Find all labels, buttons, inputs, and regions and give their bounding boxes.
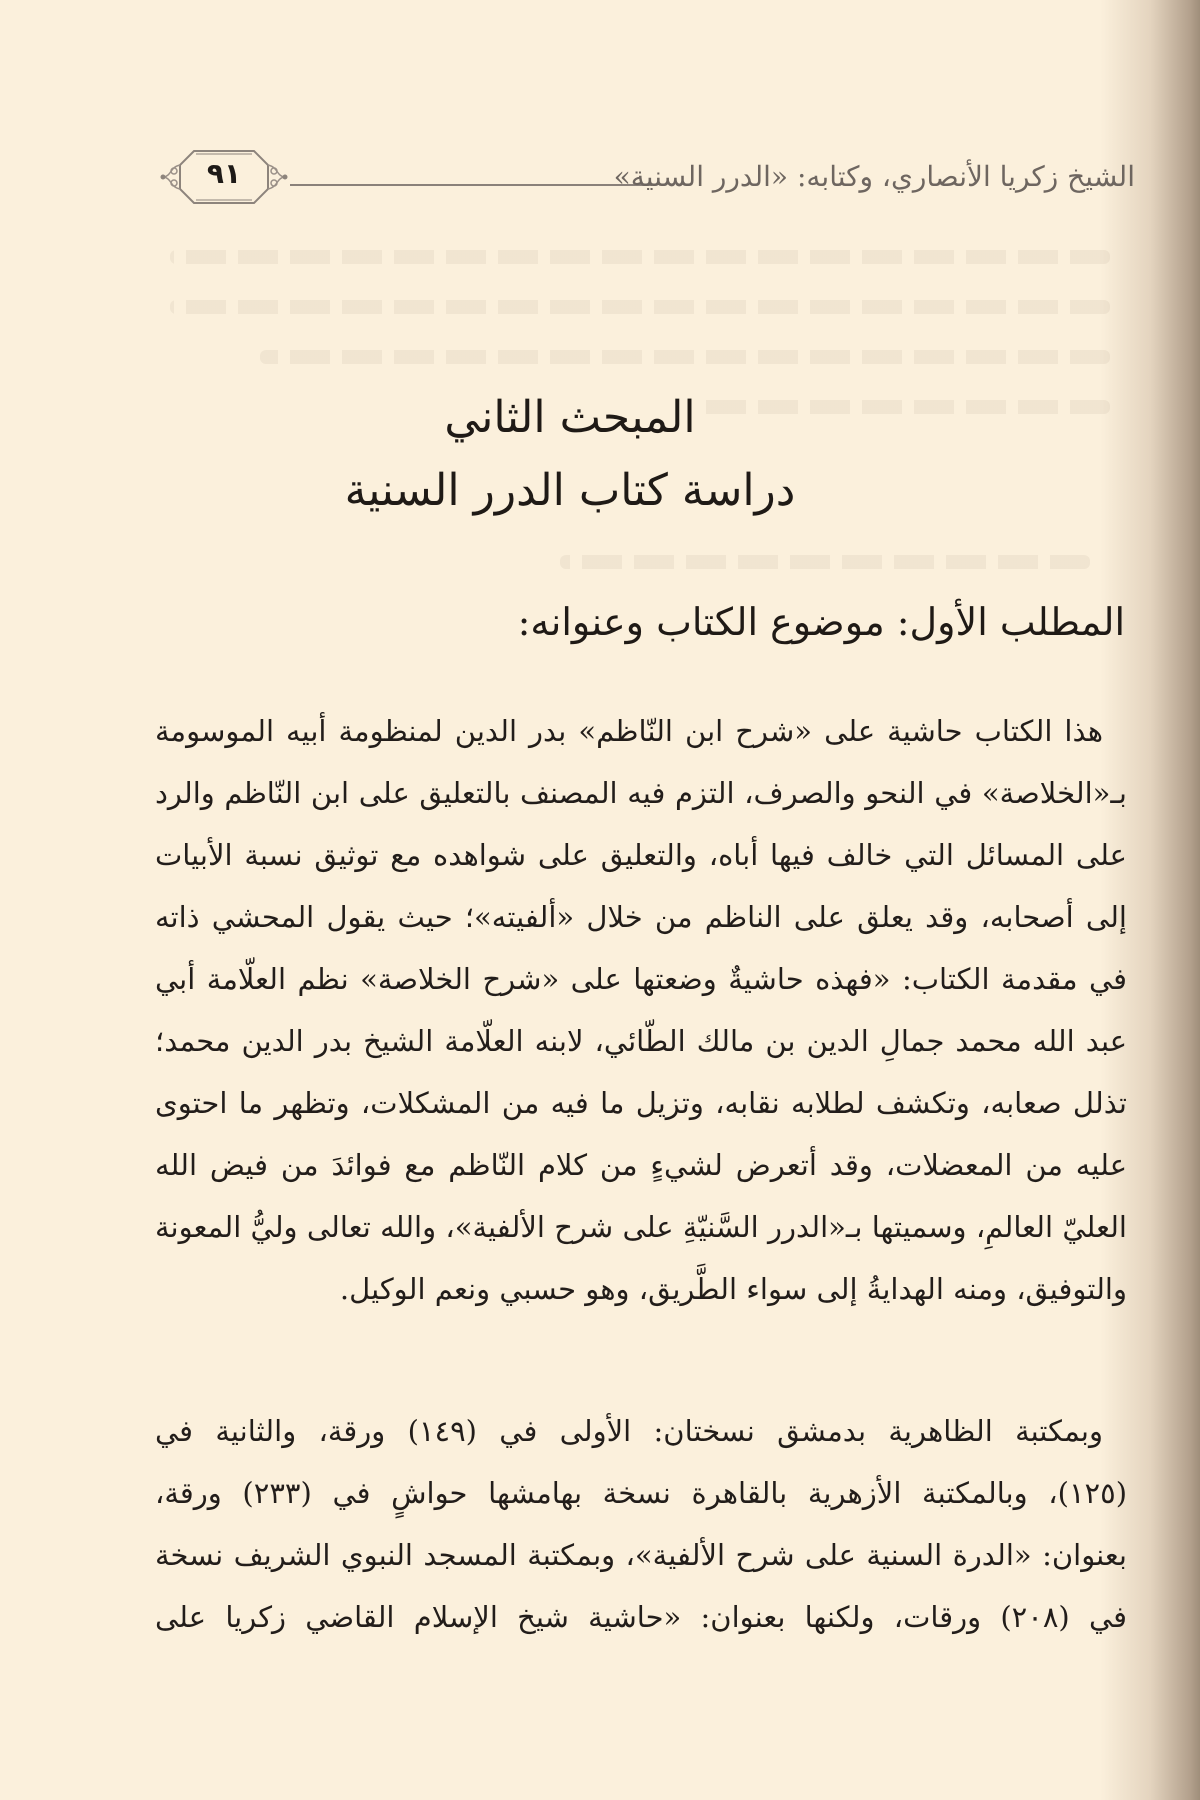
paragraph-2 <box>155 1400 1127 1648</box>
header-rule <box>290 184 652 186</box>
text-line: إلى أصحابه، وقد يعلق على الناظم من خلال «ألفيته»؛ حيث يقول المحشي ذاته <box>155 900 1127 934</box>
chapter-subtitle: دراسة كتاب الدرر السنية <box>344 465 796 516</box>
text-line: هذا الكتاب حاشية على «شرح ابن النّاظم» بدر الدين لمنظومة أبيه الموسومة <box>155 714 1103 748</box>
text-line: في مقدمة الكتاب: «فهذه حاشيةٌ وضعتها على «شرح الخلاصة» نظم العلّامة أبي <box>155 962 1127 996</box>
text-line: تذلل صعابه، وتكشف لطلابه نقابه، وتزيل ما فيه من المشكلات، وتظهر ما احتوى <box>155 1086 1127 1120</box>
text-line: على المسائل التي خالف فيها أباه، والتعليق على شواهده مع توثيق نسبة الأبيات <box>155 838 1127 872</box>
text-line: بعنوان: «الدرة السنية على شرح الألفية»، وبمكتبة المسجد النبوي الشريف نسخة <box>155 1538 1127 1572</box>
text-line: وبمكتبة الظاهرية بدمشق نسختان: الأولى في (١٤٩) ورقة، والثانية في <box>155 1414 1104 1448</box>
running-header <box>150 140 1140 215</box>
text-line: بـ«الخلاصة» في النحو والصرف، التزم فيه المصنف بالتعليق على ابن النّاظم والرد <box>155 776 1127 810</box>
bleed-through-line <box>260 350 1110 364</box>
bleed-through-line <box>560 555 1090 569</box>
bleed-through-line <box>170 300 1110 314</box>
text-line: عليه من المعضلات، وقد أتعرض لشيءٍ من كلام النّاظم مع فوائدَ من فيض الله <box>155 1148 1127 1182</box>
paragraph-1 <box>155 700 1127 1320</box>
chapter-heading: المبحث الثاني <box>444 392 696 443</box>
bleed-through-line <box>170 250 1110 264</box>
text-line: في (٢٠٨) ورقات، ولكنها بعنوان: «حاشية شيخ الإسلام القاضي زكريا على <box>155 1600 1128 1634</box>
text-line: والتوفيق، ومنه الهدايةُ إلى سواء الطَّريق، وهو حسبي ونعم الوكيل. <box>339 1272 1127 1306</box>
text-line: عبد الله محمد جمالِ الدين بن مالك الطّائي، لابنه العلّامة الشيخ بدر الدين محمد؛ <box>155 1024 1127 1058</box>
page-number-badge <box>160 145 288 209</box>
text-line: (١٢٥)، وبالمكتبة الأزهرية بالقاهرة نسخة بهامشها حواشٍ في (٢٣٣) ورقة، <box>155 1476 1128 1510</box>
page-number: ٩١ <box>206 157 242 190</box>
running-title: الشيخ زكريا الأنصاري، وكتابه: «الدرر السنية» <box>613 160 1135 193</box>
text-line: العليّ العالمِ، وسميتها بـ«الدرر السَّنيّةِ على شرح الألفية»، والله تعالى وليُّ المعونة <box>155 1210 1127 1244</box>
section-heading: المطلب الأول: موضوع الكتاب وعنوانه: <box>517 600 1125 644</box>
